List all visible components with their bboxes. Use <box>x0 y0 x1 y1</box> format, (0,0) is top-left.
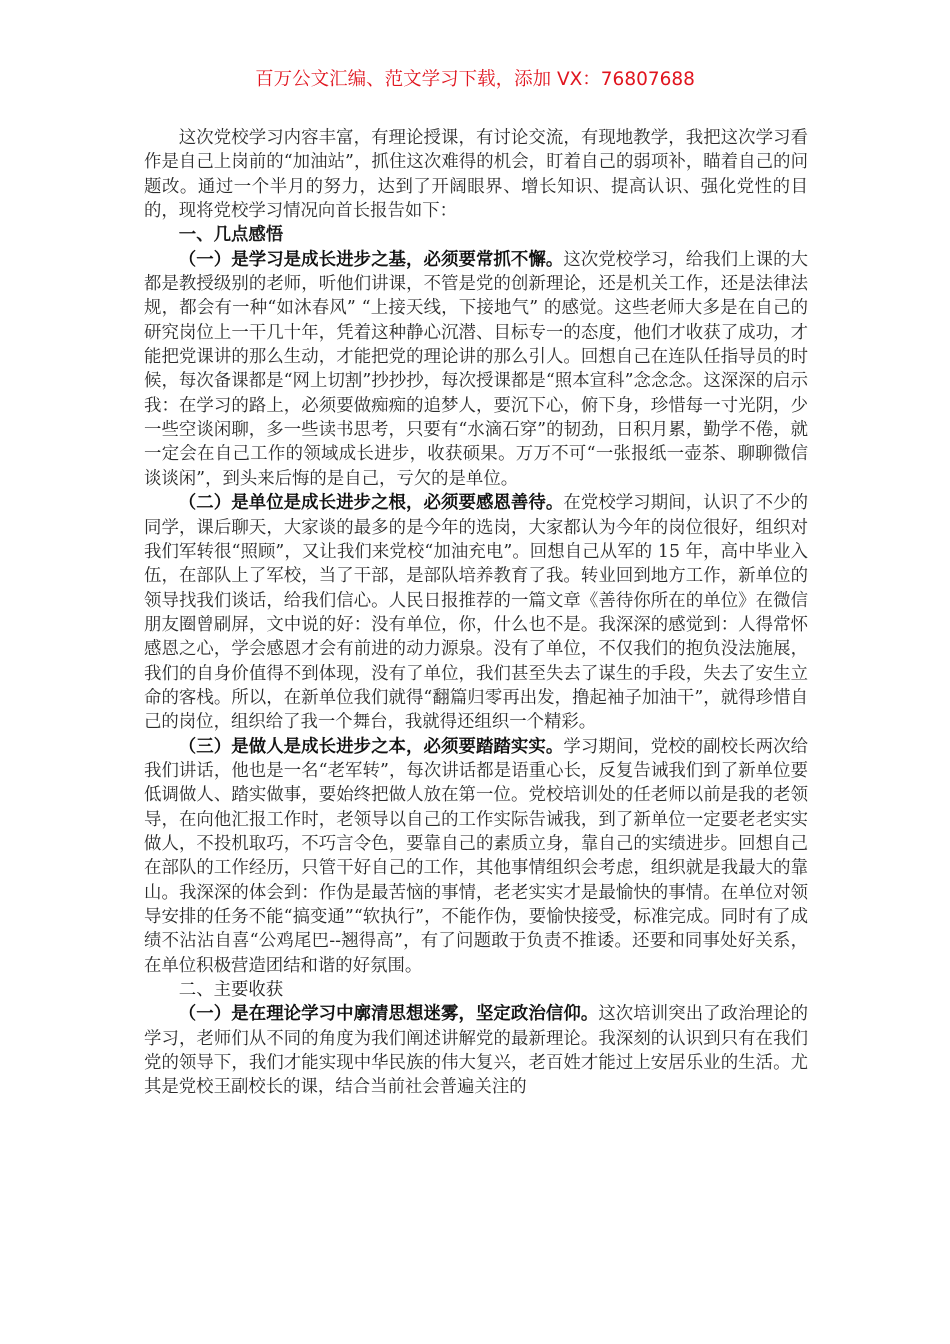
paragraph-text: 在党校学习期间，认识了不少的同学，课后聊天，大家谈的最多的是今年的选岗，大家都认为今年的岗位很好，组织对我们军转很“照顾”，又让我们来党校“加油充电”。回想自己从军的 15 年，高中毕业入伍，在部队上了军校，当了干部，是部队培养教育了我。转业回到地方工作，新单位的领导找我们谈话，给我们信心。人民日报推荐的一篇文章《善待你所在的单位》在微信朋友圈曾刷屏，文中说的好：没有单位，你，什么也不是。我深深的感觉到：人得常怀感恩之心，学会感恩才会有前进的动力源泉。没有了单位，不仅我们的抱负没法施展，我们的自身价值得不到体现，没有了单位，我们甚至失去了谋生的手段，失去了安生立命的客栈。所以，在新单位我们就得“翻篇归零再出发，撸起袖子加油干”，就得珍惜自己的岗位，组织给了我一个舞台，我就得还组织一个精彩。 <box>144 493 808 733</box>
paragraph-lead: （一）是在理论学习中廓清思想迷雾，坚定政治信仰。 <box>178 1004 599 1025</box>
section-heading-2: 二、主要收获 <box>178 980 284 1001</box>
paragraph-lead: （二）是单位是成长进步之根，必须要感恩善待。 <box>178 493 564 514</box>
paragraph-lead: （三）是做人是成长进步之本，必须要踏踏实实。 <box>178 736 564 757</box>
promo-banner: 百万公文汇编、范文学习下载，添加 VX：76807688 <box>255 69 695 90</box>
paragraph-text: 学习期间，党校的副校长两次给我们讲话，他也是一名“老军转”，每次讲话都是语重心长，反复告诫我们到了新单位要低调做人、踏实做事，要始终把做人放在第一位。党校培训处的任老师以前是我的老领导，在向他汇报工作时，老领导以自己的工作实际告诫我，到了新单位一定要老老实实做人，不投机取巧，不巧言令色，要靠自己的素质立身，靠自己的实绩进步。回想自己在部队的工作经历，只管干好自己的工作，其他事情组织会考虑，组织就是我最大的靠山。我深深的体会到：作伪是最苦恼的事情，老老实实才是最愉快的事情。在单位对领导安排的任务不能“搞变通”“软执行”，不能作伪，要愉快接受，标准完成。同时有了成绩不沾沾自喜“公鸡尾巴--翘得高”，有了问题敢于负责不推诿。还要和同事处好关系，在单位积极营造团结和谐的好氛围。 <box>144 736 808 976</box>
paragraph-text: 这次培训突出了政治理论的学习，老师们从不同的角度为我们阐述讲解党的最新理论。我深刻的认识到只有在我们党的领导下，我们才能实现中华民族的伟大复兴，老百姓才能过上安居乐业的生活。尤其是党校王副校长的课，结合当前社会普遍关注的 <box>144 1004 808 1098</box>
paragraph-1-1 <box>144 248 808 491</box>
paragraph-1-2 <box>144 491 808 734</box>
document-body <box>144 126 808 1100</box>
intro-paragraph: 这次党校学习内容丰富，有理论授课，有讨论交流，有现地教学，我把这次学习看作是自己上岗前的“加油站”，抓住这次难得的机会，盯着自己的弱项补，瞄着自己的问题改。通过一个半月的努力，达到了开阔眼界、增长知识、提高认识、强化党性的目的，现将党校学习情况向首长报告如下： <box>144 128 808 222</box>
paragraph-2-1 <box>144 1002 808 1099</box>
paragraph-text: 这次党校学习，给我们上课的大都是教授级别的老师，听他们讲课，不管是党的创新理论，还是机关工作，还是法律法规，都会有一种“如沐春风” “上接天线，下接地气” 的感觉。这些老师大多是在自己的研究岗位上一干几十年，凭着这种静心沉潜、目标专一的态度，他们才收获了成功，才能把党课讲的那么生动，才能把党的理论讲的那么引人。回想自己在连队任指导员的时候，每次备课都是“网上切割”抄抄抄，每次授课都是“照本宣科”念念念。这深深的启示我：在学习的路上，必须要做痴痴的追梦人，要沉下心，俯下身，珍惜每一寸光阴，少一些空谈闲聊，多一些读书思考，只要有“水滴石穿”的韧劲，日积月累，勤学不倦，就一定会在自己工作的领域成长进步，收获硕果。万万不可“一张报纸一壶茶、聊聊微信谈谈闲”，到头来后悔的是自己，亏欠的是单位。 <box>144 249 808 489</box>
paragraph-1-3 <box>144 735 808 978</box>
paragraph-lead: （一）是学习是成长进步之基，必须要常抓不懈。 <box>178 249 564 270</box>
section-heading-1: 一、几点感悟 <box>178 225 284 246</box>
